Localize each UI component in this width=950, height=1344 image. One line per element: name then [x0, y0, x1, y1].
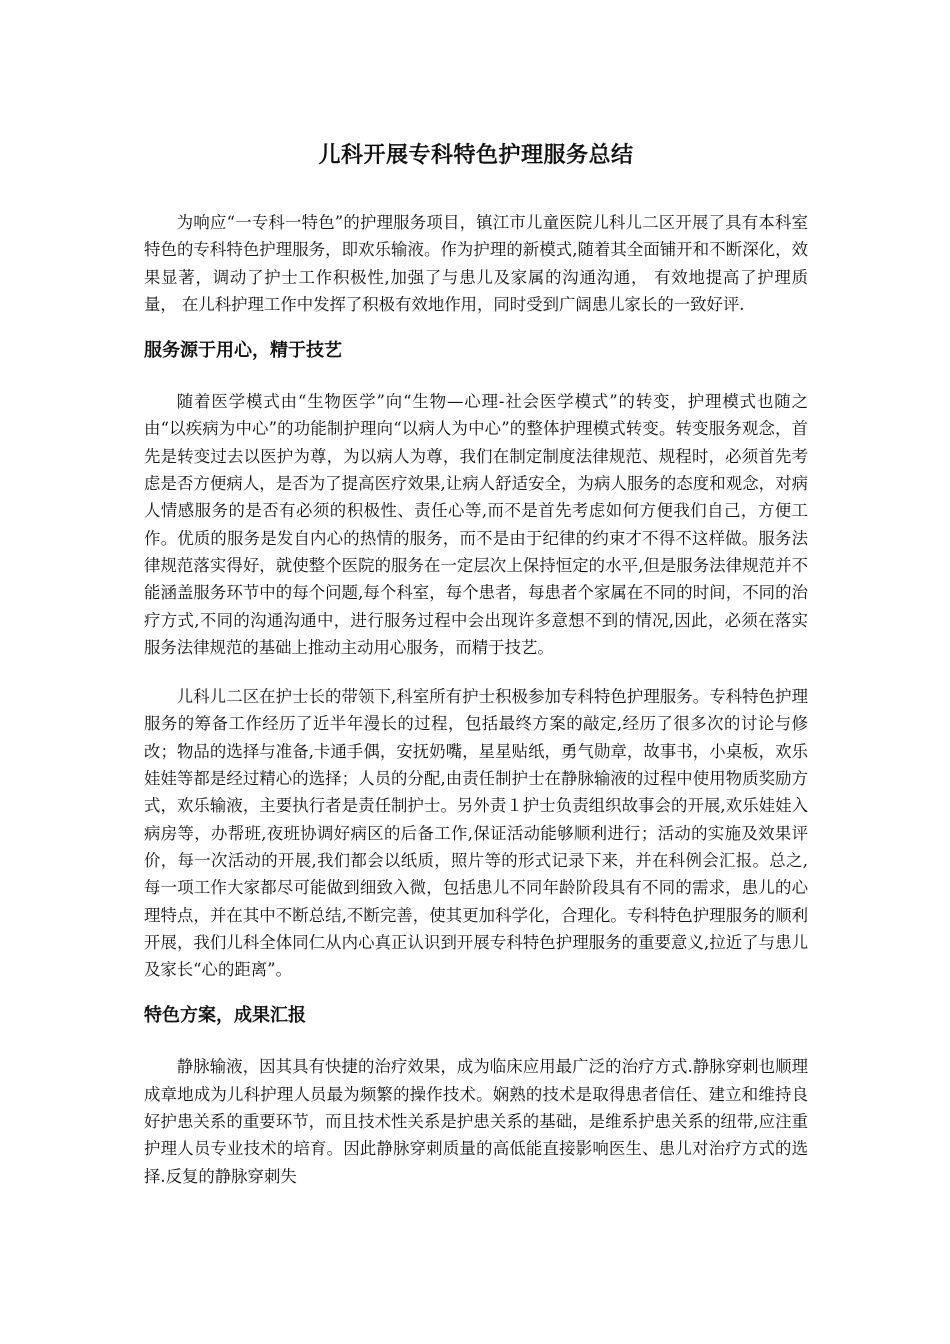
section-heading-service: 服务源于用心，精于技艺 — [144, 340, 342, 362]
report-paragraph-1: 静脉输液，因其具有快捷的治疗效果，成为临床应用最广泛的治疗方式.静脉穿刺也顺理成章地成为儿科护理人员最为频繁的操作技术。娴熟的技术是取得患者信任、建立和维持良好护患关系的重要环节，而且技术性关系是护患关系的基础，是维系护患关系的纽带,应注重护理人员专业技术的培育。因此静脉穿刺质量的高低能直接影响医生、患儿对治疗方式的选择.反复的静脉穿刺失 — [144, 1057, 808, 1186]
document-page — [144, 120, 808, 1190]
service-paragraph-2: 儿科儿二区在护士长的带领下,科室所有护士积极参加专科特色护理服务。专科特色护理服务的筹备工作经历了近半年漫长的过程，包括最终方案的敲定,经历了很多次的讨论与修改；物品的选择与准备,卡通手偶，安抚奶嘴，星星贴纸，勇气勋章，故事书，小桌板，欢乐娃娃等都是经过精心的选择；人员的分配,由责任制护士在静脉输液的过程中使用物质奖励方式，欢乐输液，主要执行者是责任制护士。另外责１护士负责组织故事会的开展,欢乐娃娃入病房等，办帮班,夜班协调好病区的后备工作,保证活动能够顺利进行；活动的实施及效果评价，每一次活动的开展,我们都会以纸质，照片等的形式记录下来，并在科例会汇报。总之,每一项工作大家都尽可能做到细致入微，包括患儿不同年龄阶段具有不同的需求，患儿的心理特点，并在其中不断总结,不断完善，使其更加科学化，合理化。专科特色护理服务的顺利开展，我们儿科全体同仁从内心真正认识到开展专科特色护理服务的重要意义,拉近了与患儿及家长“心的距离”。 — [144, 687, 808, 980]
section-heading-report: 特色方案，成果汇报 — [144, 1005, 306, 1027]
intro-paragraph: 为响应“一专科一特色”的护理服务项目，镇江市儿童医院儿科儿二区开展了具有本科室特色的专科特色护理服务，即欢乐输液。作为护理的新模式,随着其全面铺开和不断深化，效果显著，调动了护士工作积极性,加强了与患儿及家属的沟通沟通， 有效地提高了护理质量， 在儿科护理工作中发挥了积极有效地作用，同时受到广阔患儿家长的一致好评. — [144, 213, 808, 314]
service-paragraph-1: 随着医学模式由“生物医学”向“生物—心理-社会医学模式”的转变，护理模式也随之由“以疾病为中心”的功能制护理向“以病人为中心”的整体护理模式转变。转变服务观念，首先是转变过去以医护为尊，为以病人为尊，我们在制定制度法律规范、规程时，必须首先考虑是否方便病人，是否为了提高医疗效果,让病人舒适安全，为病人服务的态度和观念，对病人情感服务的是否有必须的积极性、责任心等,而不是首先考虑如何方便我们自己，方便工作。优质的服务是发自内心的热情的服务，而不是由于纪律的约束才不得不这样做。服务法律规范落实得好，就使整个医院的服务在一定层次上保持恒定的水平,但是服务法律规范并不能涵盖服务环节中的每个问题,每个科室，每个患者，每患者个家属在不同的时间，不同的治疗方式,不同的沟通沟通中，进行服务过程中会出现许多意想不到的情况,因此，必须在落实服务法律规范的基础上推动主动用心服务，而精于技艺。 — [144, 392, 808, 657]
document-title: 儿科开展专科特色护理服务总结 — [318, 142, 634, 168]
paragraph-spacer — [144, 661, 808, 683]
